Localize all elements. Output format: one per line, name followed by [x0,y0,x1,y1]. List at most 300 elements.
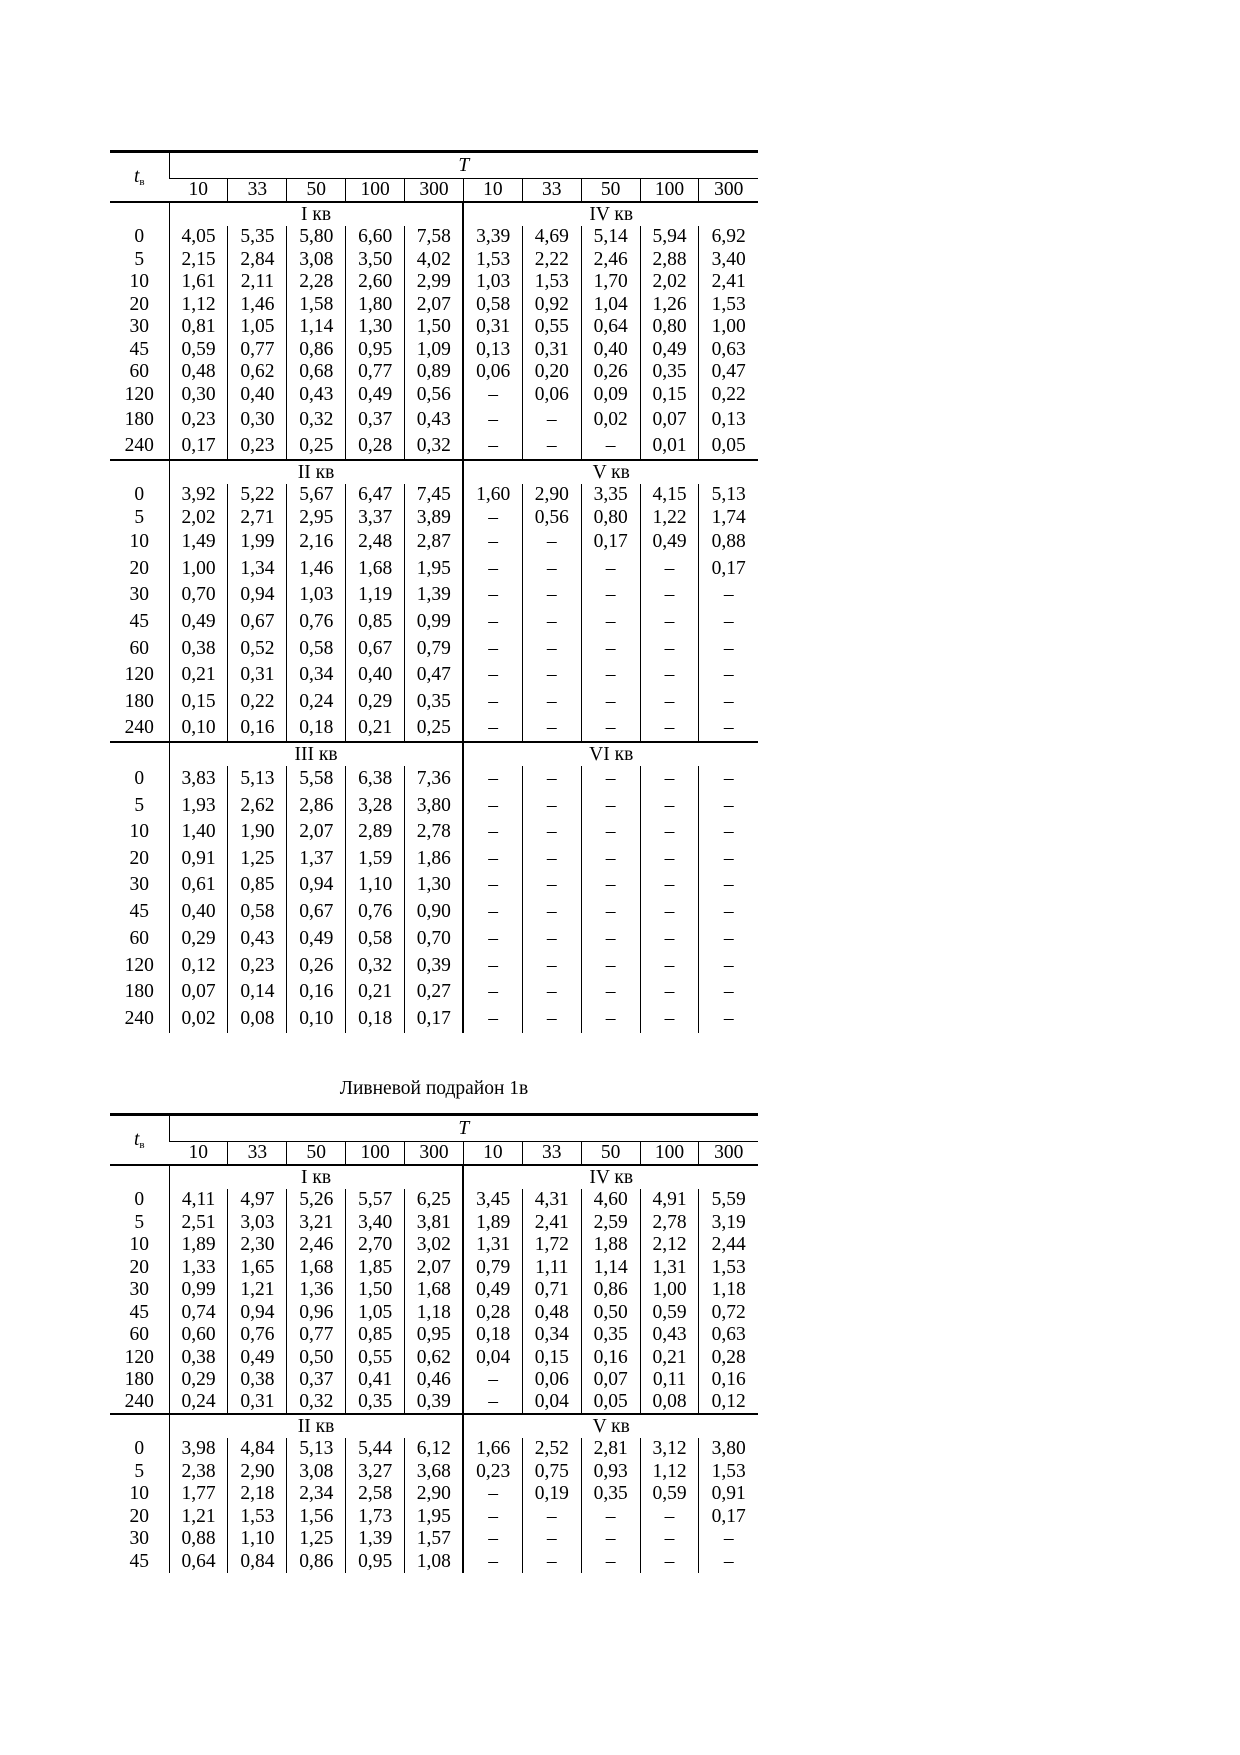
value-cell: 0,86 [287,1550,346,1573]
value-cell: 0,11 [640,1369,699,1391]
value-cell: 0,16 [228,715,287,742]
group-header-row [110,202,758,226]
duration-cell: 180 [124,1369,154,1391]
table-row [110,1256,758,1279]
value-cell: 0,21 [346,979,405,1005]
value-cell: – [522,688,581,715]
value-cell: – [522,635,581,662]
table-row [110,1211,758,1234]
duration-cell: 0 [134,1189,145,1211]
period-header-cell: 50 [581,1142,640,1166]
value-cell: 1,18 [699,1279,758,1301]
value-cell: 5,13 [287,1438,346,1460]
value-cell: 1,03 [287,582,346,608]
runoff-table-1 [110,150,758,1033]
value-cell: 0,19 [522,1483,581,1505]
duration-cell: 30 [129,1279,150,1301]
value-cell: 0,59 [640,1483,699,1505]
value-cell: 2,02 [640,271,699,293]
table-row [110,1483,758,1505]
value-cell: 5,26 [287,1189,346,1211]
value-cell: 0,39 [405,952,464,979]
value-cell: 0,06 [522,1369,581,1391]
value-cell: – [699,979,758,1005]
value-cell: 0,18 [463,1324,522,1346]
value-cell: 2,88 [640,248,699,271]
value-cell: 0,10 [169,715,228,742]
value-cell: – [463,1369,522,1391]
value-cell: 0,70 [405,925,464,952]
period-header-cell: 10 [463,179,522,203]
value-cell: 5,22 [228,484,287,506]
value-cell: 1,57 [405,1528,464,1550]
value-cell: 5,57 [346,1189,405,1211]
value-cell: 0,47 [699,361,758,383]
value-cell: – [640,845,699,872]
value-cell: 1,03 [463,271,522,293]
value-cell: 1,95 [405,555,464,582]
value-cell: 0,28 [346,433,405,460]
value-cell: 3,03 [228,1211,287,1234]
value-cell: 0,56 [522,506,581,529]
value-cell: 6,38 [346,766,405,792]
duration-cell: 20 [129,847,150,869]
duration-cell: 10 [129,271,150,293]
value-cell: 0,58 [463,293,522,316]
value-cell: 3,02 [405,1234,464,1256]
value-cell: – [699,688,758,715]
value-cell: 2,02 [169,506,228,529]
value-cell: – [699,635,758,662]
value-cell: – [699,898,758,925]
value-cell: 0,91 [699,1483,758,1505]
value-cell: 1,99 [228,529,287,555]
table-row [110,872,758,898]
value-cell: – [581,662,640,688]
value-cell: 0,63 [699,1324,758,1346]
value-cell: 1,90 [228,819,287,845]
value-cell: 0,23 [463,1460,522,1483]
table-row [110,226,758,248]
period-header-cell: 50 [581,179,640,203]
value-cell: 4,91 [640,1189,699,1211]
value-cell: 2,48 [346,529,405,555]
table-row [110,979,758,1005]
value-cell: – [640,1505,699,1528]
duration-cell: 5 [134,1211,145,1233]
value-cell: 1,08 [405,1550,464,1573]
group-label-right: VI кв [463,742,758,766]
value-cell: 0,14 [228,979,287,1005]
value-cell: 1,00 [640,1279,699,1301]
value-cell: 1,85 [346,1256,405,1279]
value-cell: – [522,872,581,898]
value-cell: – [640,1550,699,1573]
value-cell: – [522,766,581,792]
value-cell: 0,16 [699,1369,758,1391]
value-cell: 1,86 [405,845,464,872]
value-cell: 0,59 [640,1301,699,1324]
value-cell: 0,34 [287,662,346,688]
value-cell: 0,95 [346,1550,405,1573]
value-cell: 1,25 [287,1528,346,1550]
value-cell: 1,66 [463,1438,522,1460]
value-cell: 0,29 [169,925,228,952]
value-cell: – [522,529,581,555]
value-cell: 1,53 [699,293,758,316]
duration-cell: 240 [124,435,154,457]
duration-cell: 10 [129,531,150,553]
value-cell: – [640,555,699,582]
duration-cell: 0 [134,484,145,506]
group-header-row [110,742,758,766]
value-cell: 5,67 [287,484,346,506]
value-cell: 0,07 [581,1369,640,1391]
value-cell: 1,46 [228,293,287,316]
group-label-left: I кв [169,202,463,226]
value-cell: 0,46 [405,1369,464,1391]
value-cell: – [522,715,581,742]
value-cell: 0,67 [346,635,405,662]
value-cell: 0,35 [581,1324,640,1346]
duration-cell: 5 [134,506,145,528]
value-cell: 0,35 [581,1483,640,1505]
table-row [110,1346,758,1369]
return-period-header: T [169,152,758,179]
period-header-row [110,179,758,203]
value-cell: 1,12 [640,1460,699,1483]
value-cell: – [699,952,758,979]
value-cell: – [581,792,640,819]
value-cell: 3,98 [169,1438,228,1460]
period-header-cell: 300 [405,1142,464,1166]
value-cell: 0,85 [346,1324,405,1346]
value-cell: 0,80 [581,506,640,529]
value-cell: 0,95 [405,1324,464,1346]
value-cell: 1,89 [463,1211,522,1234]
value-cell: 3,45 [463,1189,522,1211]
duration-cell: 120 [124,1346,154,1368]
table-row [110,1550,758,1573]
value-cell: – [699,792,758,819]
value-cell: 1,33 [169,1256,228,1279]
value-cell: – [640,952,699,979]
runoff-table-2 [110,1113,758,1573]
value-cell: 1,53 [522,271,581,293]
value-cell: 2,59 [581,1211,640,1234]
value-cell: 2,41 [699,271,758,293]
value-cell: 0,12 [699,1391,758,1414]
value-cell: 3,81 [405,1211,464,1234]
value-cell: – [581,872,640,898]
value-cell: – [463,662,522,688]
value-cell: 2,18 [228,1483,287,1505]
table-row [110,383,758,407]
value-cell: 2,41 [522,1211,581,1234]
value-cell: 0,71 [522,1279,581,1301]
table-row [110,316,758,338]
value-cell: 2,22 [522,248,581,271]
period-header-cell: 33 [228,179,287,203]
value-cell: 0,64 [581,316,640,338]
group-header-row [110,1414,758,1438]
value-cell: 3,50 [346,248,405,271]
value-cell: 1,77 [169,1483,228,1505]
value-cell: 2,99 [405,271,464,293]
value-cell: 2,30 [228,1234,287,1256]
duration-cell: 30 [129,874,150,896]
period-header-cell: 100 [640,1142,699,1166]
value-cell: 1,72 [522,1234,581,1256]
value-cell: – [699,925,758,952]
value-cell: 3,19 [699,1211,758,1234]
value-cell: 1,34 [228,555,287,582]
value-cell: 3,68 [405,1460,464,1483]
value-cell: – [581,925,640,952]
value-cell: 0,35 [405,688,464,715]
value-cell: – [699,715,758,742]
value-cell: 1,39 [405,582,464,608]
value-cell: – [640,688,699,715]
value-cell: 0,49 [640,529,699,555]
value-cell: 0,49 [228,1346,287,1369]
value-cell: 0,15 [169,688,228,715]
value-cell: 0,01 [640,433,699,460]
value-cell: – [581,688,640,715]
value-cell: – [522,792,581,819]
value-cell: 2,71 [228,506,287,529]
value-cell: 2,46 [287,1234,346,1256]
value-cell: 3,40 [346,1211,405,1234]
value-cell: – [699,1528,758,1550]
value-cell: – [463,688,522,715]
value-cell: 0,95 [346,338,405,361]
value-cell: 1,31 [463,1234,522,1256]
value-cell: 0,09 [581,383,640,407]
table-group [110,202,758,460]
value-cell: – [522,925,581,952]
duration-cell: 10 [129,821,150,843]
period-header-cell: 100 [640,179,699,203]
value-cell: – [699,872,758,898]
duration-cell: 0 [134,226,145,248]
value-cell: – [463,979,522,1005]
value-cell: 5,59 [699,1189,758,1211]
value-cell: – [463,715,522,742]
value-cell: 0,61 [169,872,228,898]
value-cell: – [463,819,522,845]
duration-cell: 60 [129,1324,150,1346]
table-group [110,1414,758,1573]
value-cell: – [581,1550,640,1573]
value-cell: 0,17 [405,1005,464,1033]
value-cell: 0,35 [640,361,699,383]
value-cell: 0,26 [287,952,346,979]
value-cell: 0,23 [169,407,228,433]
t-column-header: tв [110,1115,169,1166]
period-header-cell: 33 [228,1142,287,1166]
duration-cell: 5 [134,1460,145,1482]
t-column-header: tв [110,152,169,203]
table-row [110,361,758,383]
value-cell: 2,90 [522,484,581,506]
value-cell: 3,35 [581,484,640,506]
value-cell: – [699,766,758,792]
value-cell: 0,15 [640,383,699,407]
value-cell: 0,55 [346,1346,405,1369]
value-cell: 0,26 [581,361,640,383]
value-cell: – [581,898,640,925]
value-cell: 5,14 [581,226,640,248]
value-cell: 0,31 [522,338,581,361]
value-cell: 5,13 [228,766,287,792]
duration-cell: 240 [124,1391,154,1413]
value-cell: 0,22 [699,383,758,407]
value-cell: 0,07 [169,979,228,1005]
value-cell: 0,30 [169,383,228,407]
duration-cell: 5 [134,794,145,816]
value-cell: 1,95 [405,1505,464,1528]
value-cell: 0,64 [169,1550,228,1573]
value-cell: – [522,433,581,460]
period-header-cell: 33 [522,179,581,203]
value-cell: 0,41 [346,1369,405,1391]
value-cell: 3,89 [405,506,464,529]
value-cell: – [581,1528,640,1550]
duration-cell: 30 [129,1528,150,1550]
value-cell: – [522,608,581,635]
value-cell: 0,25 [405,715,464,742]
value-cell: 0,29 [346,688,405,715]
value-cell: – [522,819,581,845]
value-cell: – [699,662,758,688]
value-cell: 2,60 [346,271,405,293]
value-cell: 5,35 [228,226,287,248]
duration-cell: 180 [124,409,154,431]
value-cell: 1,18 [405,1301,464,1324]
value-cell: – [463,872,522,898]
value-cell: 1,37 [287,845,346,872]
value-cell: 1,53 [699,1460,758,1483]
value-cell: 0,20 [522,361,581,383]
value-cell: 0,81 [169,316,228,338]
value-cell: 1,53 [699,1256,758,1279]
value-cell: 0,32 [287,1391,346,1414]
value-cell: – [640,582,699,608]
value-cell: – [463,506,522,529]
value-cell: 1,60 [463,484,522,506]
value-cell: – [522,1528,581,1550]
value-cell: – [522,1505,581,1528]
value-cell: 0,18 [287,715,346,742]
value-cell: – [581,819,640,845]
duration-cell: 20 [129,1505,150,1527]
value-cell: 0,05 [699,433,758,460]
value-cell: – [463,1505,522,1528]
value-cell: 2,07 [287,819,346,845]
value-cell: 0,29 [169,1369,228,1391]
period-header-cell: 10 [169,179,228,203]
duration-cell: 30 [129,316,150,338]
duration-cell: 45 [129,900,150,922]
value-cell: 0,96 [287,1301,346,1324]
value-cell: 0,34 [522,1324,581,1346]
value-cell: 1,09 [405,338,464,361]
value-cell: 6,60 [346,226,405,248]
value-cell: – [522,1550,581,1573]
value-cell: 1,53 [228,1505,287,1528]
value-cell: 2,12 [640,1234,699,1256]
value-cell: 4,02 [405,248,464,271]
value-cell: – [699,1550,758,1573]
value-cell: 2,15 [169,248,228,271]
value-cell: 0,23 [228,433,287,460]
return-period-header: T [169,1115,758,1142]
value-cell: 0,28 [699,1346,758,1369]
value-cell: 0,17 [699,1505,758,1528]
table-row [110,608,758,635]
table-row [110,1189,758,1211]
value-cell: 0,62 [228,361,287,383]
value-cell: 1,05 [228,316,287,338]
value-cell: 5,94 [640,226,699,248]
value-cell: 0,18 [346,1005,405,1033]
value-cell: – [463,635,522,662]
value-cell: 0,13 [463,338,522,361]
duration-cell: 180 [124,981,154,1003]
value-cell: 0,24 [169,1391,228,1414]
table-group [110,1165,758,1414]
value-cell: – [463,792,522,819]
value-cell: 1,21 [228,1279,287,1301]
value-cell: 0,32 [405,433,464,460]
table-row [110,952,758,979]
value-cell: 4,97 [228,1189,287,1211]
value-cell: 0,80 [640,316,699,338]
value-cell: 0,85 [346,608,405,635]
value-cell: 2,44 [699,1234,758,1256]
value-cell: 5,80 [287,226,346,248]
value-cell: 1,04 [581,293,640,316]
value-cell: 3,21 [287,1211,346,1234]
value-cell: 0,04 [522,1391,581,1414]
value-cell: 0,49 [287,925,346,952]
value-cell: 1,73 [346,1505,405,1528]
value-cell: 0,17 [699,555,758,582]
duration-cell: 120 [124,384,154,406]
value-cell: – [522,407,581,433]
value-cell: – [640,898,699,925]
value-cell: 6,25 [405,1189,464,1211]
value-cell: – [463,555,522,582]
duration-cell: 60 [129,637,150,659]
value-cell: – [581,766,640,792]
value-cell: 0,21 [346,715,405,742]
value-cell: – [463,1391,522,1414]
value-cell: 3,08 [287,1460,346,1483]
value-cell: 1,74 [699,506,758,529]
value-cell: 0,21 [169,662,228,688]
period-header-cell: 300 [699,179,758,203]
value-cell: 1,30 [346,316,405,338]
period-header-cell: 10 [169,1142,228,1166]
group-label-right: V кв [463,1414,758,1438]
period-header-cell: 50 [287,179,346,203]
value-cell: 0,27 [405,979,464,1005]
subregion-caption: Ливневой подрайон 1в [339,1078,529,1099]
value-cell: 0,08 [228,1005,287,1033]
value-cell: 1,50 [405,316,464,338]
